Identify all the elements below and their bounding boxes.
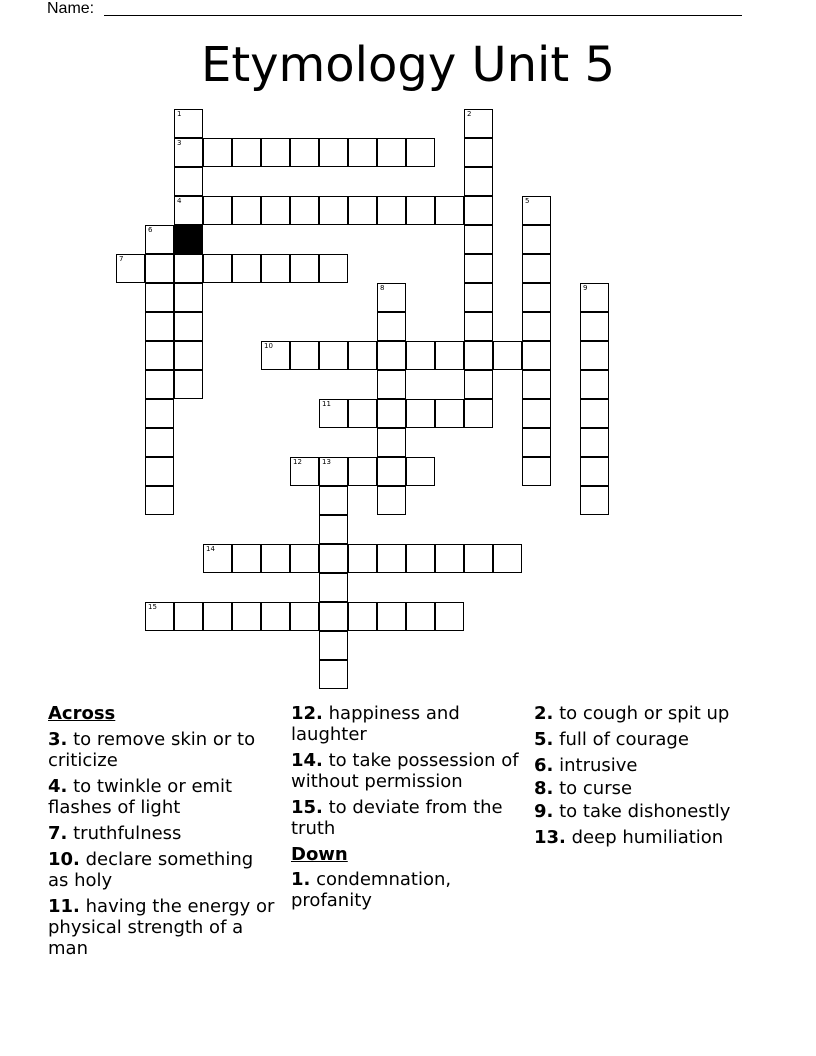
down-clue: 13. deep humiliation <box>534 827 724 848</box>
crossword-cell[interactable] <box>232 196 261 225</box>
crossword-cell[interactable] <box>174 602 203 631</box>
crossword-cell[interactable] <box>435 196 464 225</box>
crossword-cell[interactable] <box>522 428 551 457</box>
clue-number: 15 <box>148 603 157 611</box>
crossword-cell[interactable] <box>522 254 551 283</box>
crossword-cell[interactable] <box>319 544 348 573</box>
crossword-cell[interactable] <box>348 399 377 428</box>
crossword-cell[interactable] <box>406 196 435 225</box>
crossword-cell[interactable] <box>464 167 493 196</box>
clue-number: 5 <box>525 197 530 205</box>
crossword-cell[interactable] <box>464 225 493 254</box>
down-clue: 5. full of courage <box>534 729 689 750</box>
clue-number: 8 <box>380 284 385 292</box>
crossword-cell[interactable] <box>348 457 377 486</box>
crossword-cell[interactable] <box>377 486 406 515</box>
crossword-cell[interactable] <box>348 602 377 631</box>
across-clue: 11. having the energy or physical strength of a man <box>48 896 275 959</box>
crossword-cell[interactable] <box>522 457 551 486</box>
down-clue: 2. to cough or spit up <box>534 703 730 724</box>
down-heading: Down <box>291 844 348 865</box>
crossword-cell[interactable] <box>290 138 319 167</box>
clue-column-1 <box>48 703 278 964</box>
crossword-cell[interactable] <box>522 225 551 254</box>
clue-number: 6 <box>148 226 153 234</box>
crossword-cell[interactable] <box>145 602 174 631</box>
crossword-cell[interactable] <box>261 341 290 370</box>
crossword-cell[interactable] <box>145 283 174 312</box>
crossword-cell[interactable] <box>464 341 493 370</box>
across-clue: 15. to deviate from the truth <box>291 797 503 839</box>
across-clue: 4. to twinkle or emit flashes of light <box>48 776 233 818</box>
crossword-cell[interactable] <box>464 544 493 573</box>
crossword-cell[interactable] <box>145 428 174 457</box>
crossword-cell[interactable] <box>406 399 435 428</box>
crossword-cell[interactable] <box>290 544 319 573</box>
crossword-cell[interactable] <box>406 602 435 631</box>
crossword-cell[interactable] <box>435 341 464 370</box>
crossword-cell[interactable] <box>406 138 435 167</box>
crossword-cell[interactable] <box>464 312 493 341</box>
across-clue: 12. happiness and laughter <box>291 703 460 745</box>
crossword-cell[interactable] <box>319 138 348 167</box>
across-clue: 14. to take possession of without permission <box>291 750 519 792</box>
crossword-cell[interactable] <box>174 341 203 370</box>
crossword-cell[interactable] <box>145 370 174 399</box>
clue-number: 7 <box>119 255 124 263</box>
crossword-cell[interactable] <box>406 544 435 573</box>
crossword-cell[interactable] <box>232 544 261 573</box>
crossword-cell[interactable] <box>348 544 377 573</box>
crossword-cell[interactable] <box>377 602 406 631</box>
crossword-cell[interactable] <box>116 254 145 283</box>
crossword-cell[interactable] <box>464 196 493 225</box>
crossword-cell[interactable] <box>522 399 551 428</box>
clue-number: 14 <box>206 545 215 553</box>
crossword-cell[interactable] <box>145 457 174 486</box>
crossword-cell[interactable] <box>290 341 319 370</box>
crossword-cell[interactable] <box>319 573 348 602</box>
across-heading: Across <box>48 703 116 724</box>
crossword-cell[interactable] <box>203 254 232 283</box>
clue-column-3 <box>534 703 774 853</box>
crossword-cell[interactable] <box>464 138 493 167</box>
crossword-cell[interactable] <box>145 254 174 283</box>
crossword-cell[interactable] <box>580 486 609 515</box>
crossword-cell[interactable] <box>261 254 290 283</box>
crossword-cell[interactable] <box>464 370 493 399</box>
crossword-cell[interactable] <box>319 399 348 428</box>
down-clue: 1. condemnation, profanity <box>291 869 452 911</box>
across-clue: 7. truthfulness <box>48 823 182 844</box>
crossword-cell[interactable] <box>435 602 464 631</box>
crossword-cell[interactable] <box>464 283 493 312</box>
crossword-cell[interactable] <box>261 196 290 225</box>
crossword-cell[interactable] <box>522 283 551 312</box>
crossword-cell[interactable] <box>580 341 609 370</box>
crossword-cell[interactable] <box>377 370 406 399</box>
clue-number: 3 <box>177 139 182 147</box>
crossword-cell[interactable] <box>203 544 232 573</box>
crossword-cell[interactable] <box>232 602 261 631</box>
clue-number: 2 <box>467 110 472 118</box>
crossword-cell[interactable] <box>493 341 522 370</box>
crossword-cell[interactable] <box>580 283 609 312</box>
clue-number: 11 <box>322 400 331 408</box>
down-clue: 6. intrusive <box>534 755 638 776</box>
crossword-cell[interactable] <box>522 196 551 225</box>
crossword-cell[interactable] <box>319 486 348 515</box>
crossword-cell[interactable] <box>319 602 348 631</box>
crossword-cell[interactable] <box>348 341 377 370</box>
crossword-cell[interactable] <box>464 109 493 138</box>
crossword-cell[interactable] <box>522 341 551 370</box>
crossword-cell[interactable] <box>319 457 348 486</box>
crossword-cell[interactable] <box>319 196 348 225</box>
clue-number: 13 <box>322 458 331 466</box>
crossword-cell[interactable] <box>145 341 174 370</box>
name-label: Name: <box>47 0 95 17</box>
crossword-cell[interactable] <box>319 254 348 283</box>
crossword-cell[interactable] <box>319 660 348 689</box>
crossword-cell[interactable] <box>580 457 609 486</box>
crossword-cell[interactable] <box>377 283 406 312</box>
crossword-cell[interactable] <box>261 544 290 573</box>
clue-number: 10 <box>264 342 273 350</box>
crossword-cell[interactable] <box>464 399 493 428</box>
crossword-cell[interactable] <box>580 399 609 428</box>
crossword-cell[interactable] <box>290 196 319 225</box>
crossword-cell[interactable] <box>203 196 232 225</box>
crossword-cell[interactable] <box>435 399 464 428</box>
down-clue: 8. to curse <box>534 778 633 799</box>
crossword-cell[interactable] <box>377 312 406 341</box>
crossword-cell[interactable] <box>290 457 319 486</box>
crossword-cell[interactable] <box>377 544 406 573</box>
crossword-cell[interactable] <box>174 254 203 283</box>
crossword-cell[interactable] <box>290 602 319 631</box>
clue-number: 4 <box>177 197 182 205</box>
crossword-cell[interactable] <box>580 370 609 399</box>
clue-number: 9 <box>583 284 588 292</box>
crossword-cell[interactable] <box>174 283 203 312</box>
crossword-cell[interactable] <box>174 138 203 167</box>
crossword-cell[interactable] <box>377 399 406 428</box>
crossword-cell[interactable] <box>174 370 203 399</box>
crossword-cell[interactable] <box>348 196 377 225</box>
clue-number: 12 <box>293 458 302 466</box>
across-clue: 10. declare something as holy <box>48 849 254 891</box>
crossword-cell[interactable] <box>522 312 551 341</box>
crossword-cell[interactable] <box>174 196 203 225</box>
crossword-cell[interactable] <box>261 602 290 631</box>
across-clue: 3. to remove skin or to criticize <box>48 729 256 771</box>
crossword-cell[interactable] <box>174 312 203 341</box>
blocked-cell <box>174 225 203 254</box>
crossword-cell[interactable] <box>290 254 319 283</box>
crossword-cell[interactable] <box>464 254 493 283</box>
crossword-cell[interactable] <box>435 544 464 573</box>
down-clue: 9. to take dishonestly <box>534 801 731 822</box>
crossword-cell[interactable] <box>145 486 174 515</box>
crossword-cell[interactable] <box>319 631 348 660</box>
crossword-cell[interactable] <box>580 312 609 341</box>
crossword-cell[interactable] <box>145 225 174 254</box>
crossword-cell[interactable] <box>377 428 406 457</box>
crossword-cell[interactable] <box>145 399 174 428</box>
crossword-cell[interactable] <box>580 428 609 457</box>
crossword-cell[interactable] <box>406 341 435 370</box>
crossword-cell[interactable] <box>348 138 377 167</box>
crossword-cell[interactable] <box>377 196 406 225</box>
crossword-cell[interactable] <box>377 341 406 370</box>
crossword-cell[interactable] <box>174 109 203 138</box>
crossword-cell[interactable] <box>319 515 348 544</box>
crossword-cell[interactable] <box>261 138 290 167</box>
crossword-cell[interactable] <box>377 457 406 486</box>
crossword-cell[interactable] <box>377 138 406 167</box>
clue-number: 1 <box>177 110 182 118</box>
crossword-cell[interactable] <box>174 167 203 196</box>
crossword-cell[interactable] <box>319 341 348 370</box>
clue-column-2 <box>291 703 523 916</box>
crossword-cell[interactable] <box>493 544 522 573</box>
crossword-cell[interactable] <box>203 602 232 631</box>
page-title: Etymology Unit 5 <box>200 37 616 93</box>
crossword-cell[interactable] <box>232 254 261 283</box>
crossword-cell[interactable] <box>406 457 435 486</box>
crossword-cell[interactable] <box>145 312 174 341</box>
crossword-cell[interactable] <box>203 138 232 167</box>
crossword-cell[interactable] <box>522 370 551 399</box>
crossword-cell[interactable] <box>232 138 261 167</box>
